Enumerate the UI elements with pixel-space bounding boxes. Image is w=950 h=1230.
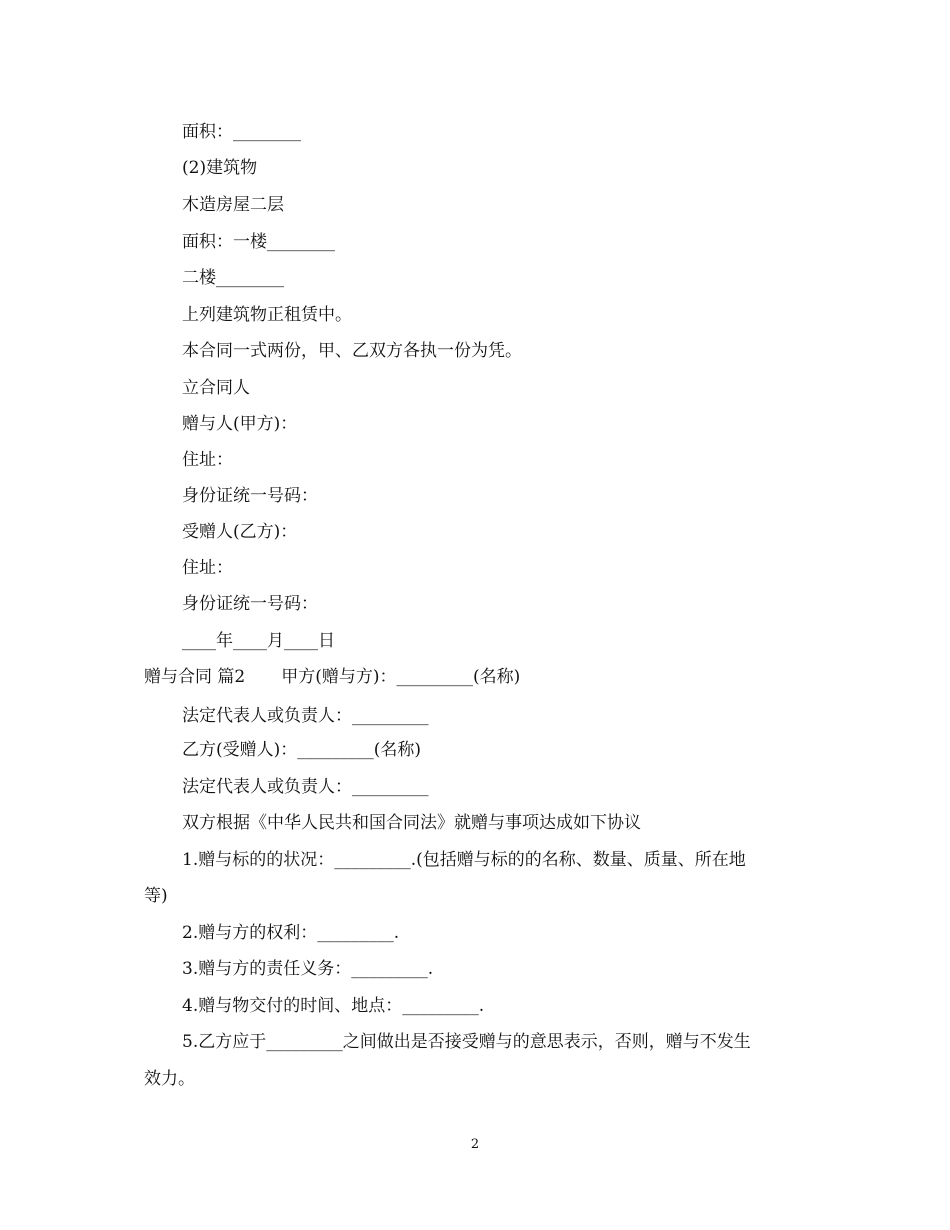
- clause-1-line: 1.赠与标的的状况：_________.(包括赠与标的的名称、数量、质量、所在地: [182, 850, 746, 870]
- copies-line: 本合同一式两份，甲、乙双方各执一份为凭。: [182, 341, 522, 361]
- area-line: 面积：________: [182, 122, 301, 142]
- donor-label: 赠与人(甲方)：: [182, 414, 298, 434]
- date-line: ____年____月____日: [182, 631, 335, 651]
- party-b-line: 乙方(受赠人)：_________(名称): [182, 740, 422, 760]
- clause-3-line: 3.赠与方的责任义务：_________.: [182, 959, 434, 979]
- rental-status-line: 上列建筑物正租赁中。: [182, 305, 352, 325]
- building-description: 木造房屋二层: [182, 195, 284, 215]
- party-a-line: 甲方(赠与方)：_________(名称): [281, 667, 521, 687]
- donee-address-label: 住址：: [182, 558, 233, 578]
- clause-5-continuation: 效力。: [144, 1069, 195, 1089]
- clause-1-continuation: 等): [144, 886, 168, 906]
- section-heading: 赠与合同 篇2: [144, 667, 246, 687]
- first-floor-area-line: 面积：一楼________: [182, 232, 335, 252]
- second-floor-area-line: 二楼________: [182, 268, 284, 288]
- donee-id-label: 身份证统一号码：: [182, 594, 318, 614]
- party-a-representative-line: 法定代表人或负责人：_________: [182, 706, 429, 726]
- clause-4-line: 4.赠与物交付的时间、地点：_________.: [182, 996, 485, 1016]
- section-heading-line: [144, 666, 520, 688]
- donee-label: 受赠人(乙方)：: [182, 522, 298, 542]
- donor-address-label: 住址：: [182, 450, 233, 470]
- clause-2-line: 2.赠与方的权利：_________.: [182, 923, 400, 943]
- donor-id-label: 身份证统一号码：: [182, 486, 318, 506]
- building-subheading: (2)建筑物: [182, 158, 258, 178]
- page-number: 2: [470, 1137, 480, 1152]
- party-b-representative-line: 法定代表人或负责人：_________: [182, 777, 429, 797]
- clause-5-line: 5.乙方应于_________之间做出是否接受赠与的意思表示，否则，赠与不发生: [182, 1032, 751, 1052]
- agreement-intro-line: 双方根据《中华人民共和国合同法》就赠与事项达成如下协议: [182, 813, 641, 833]
- parties-heading: 立合同人: [182, 378, 250, 398]
